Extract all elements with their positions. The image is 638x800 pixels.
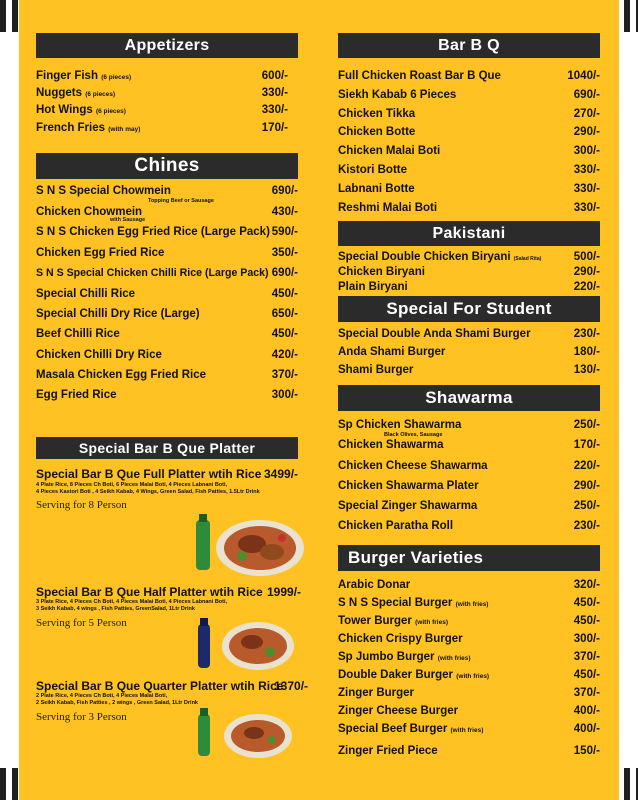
item-subnote: Topping Beef or Sausage	[148, 198, 214, 204]
platter-description: 4 Plate Rice, 8 Pieces Ch Boti, 6 Pieces Malai Boti, 4 Pieces Labnani Boti, 4 Pieces Kastori Boti , 4 Seikh Kabab, 4 Wings, Green Salad, Fish Patties, 1.5Ltr Drink	[36, 482, 260, 495]
platter-food-image	[196, 616, 296, 672]
platter-description: 3 Plate Rice, 4 Pieces Ch Boti, 4 Pieces Malai Boti, 4 Pieces Labnani Boti, 3 Seikh Kabab, 4 wings , Fish Patties, GreenSalad, 1Ltr Drink	[36, 599, 228, 612]
item-subnote: with Sausage	[110, 217, 146, 223]
platter-description: 2 Plate Rice, 4 Pieces Ch Boti, 4 Pieces Malai Boti, 2 Seikh Kabab, Fish Patties , 2 wings , Green Salad, 1Ltr Drink	[36, 693, 198, 706]
section-header-burgers: Burger Varieties	[338, 545, 600, 571]
platter-title: Special Bar B Que Quarter Platter wtih Rice	[36, 679, 284, 693]
section-header-student: Special For Student	[338, 296, 600, 322]
section-header-chines: Chines	[36, 153, 298, 179]
platter-title: Special Bar B Que Half Platter wtih Rice	[36, 585, 263, 599]
platter-price: 3499/-	[264, 467, 299, 481]
section-header-shawarma: Shawarma	[338, 385, 600, 411]
platter-title: Special Bar B Que Full Platter wtih Rice	[36, 467, 262, 481]
section-header-platter: Special Bar B Que Platter	[36, 437, 298, 459]
section-header-barbq: Bar B Q	[338, 33, 600, 58]
platter-food-image	[194, 512, 304, 578]
platter-serving: Serving for 3 Person	[36, 711, 127, 723]
platter-price: 1999/-	[267, 585, 302, 599]
menu-page: Appetizers Finger Fish (6 pieces) 600/- Nuggets (6 pieces) 330/- Hot Wings (6 pieces) 330/- French Fries (with may) 170/- Chines S N S Special Chowmein 690/- Topping Beef or Sausage Chicken Chowmein 430/- with Sausage S N S Chicken Egg Fried Rice (Large Pack) 590/- Chicken Egg Fried Rice 350/- S N S Special Chicken Chilli Rice (Large Pack) 690/- Special Chilli Rice 450/- Special Chilli Dry Rice (Large) 650/- Beef Chilli Rice 450/- Chicken Chilli Dry Rice 420/- Masala Chicken Egg Fried Rice 370/- Egg Fried Rice 300/- Special Bar B Que Platter Special Bar B Que Full Platter wtih Rice 3499/- 4 Plate Rice, 8 Pieces Ch Boti, 6 Pieces Malai Boti, 4 Pieces Labnani Boti, 4 Pieces Kastori Boti , 4 Seikh Kabab, 4 Wings, Green Salad, Fish Patties, 1.5Ltr Drink Serving for 8 Person Special Bar B Que Half Platter wtih Rice 1999/- 3 Plate Rice, 4 Pieces Ch Boti, 4 Pieces Malai Boti, 4 Pieces Labnani Boti, 3 Seikh Kabab, 4 wings , Fish Patties, GreenSalad, 1Ltr Drink Serving for 5 Person Special Bar B Que Quarter Platter wtih Rice 1370/- 2 Plate Rice, 4 Pieces Ch Boti, 4 Pieces Malai Boti, 2 Seikh Kabab, Fish Patties , 2 wings , Green Salad, 1Ltr Drink Serving for 3 Person Bar B Q Full Chicken Roast Bar B Que 1040/- Siekh Kabab 6 Pieces 690/- Chicken Tikka 270/- Chicken Botte 290/- Chicken Malai Boti 300/- Kistori Botte 330/- Labnani Botte 330/- Reshmi Malai Boti 330/- Pakistani Special Double Chicken Biryani (Salad Rita) 500/- Chicken Biryani 290/- Plain Biryani 220/- Special For Student Special Double Anda Shami Burger 230/- Anda Shami Burger 180/- Shami Burger 130/- Shawarma Sp Chicken Shawarma 250/- Black Olives, Sausage Chicken Shawarma 170/- Chicken Cheese Shawarma 220/- Chicken Shawarma Plater 290/- Special Zinger Shawarma 250/- Chicken Paratha Roll 230/- Burger Varieties Arabic Donar 320/- S N S Special Burger (with fries) 450/- Tower Burger (with fries) 450/- Chicken Crispy Burger 300/- Sp Jumbo Burger (with fries) 370/- Double Daker Burger (with fries) 450/- Zinger Burger 370/- Zinger Cheese Burger 400/- Special Beef Burger (with fries) 400/- Zinger Fried Piece 150/-	[19, 0, 619, 800]
platter-food-image	[196, 706, 296, 760]
platter-serving: Serving for 5 Person	[36, 617, 127, 629]
item-subnote: Black Olives, Sausage	[384, 432, 443, 438]
section-header-pakistani: Pakistani	[338, 221, 600, 246]
platter-price: 1370/-	[274, 679, 309, 693]
section-header-appetizers: Appetizers	[36, 33, 298, 58]
platter-serving: Serving for 8 Person	[36, 499, 127, 511]
